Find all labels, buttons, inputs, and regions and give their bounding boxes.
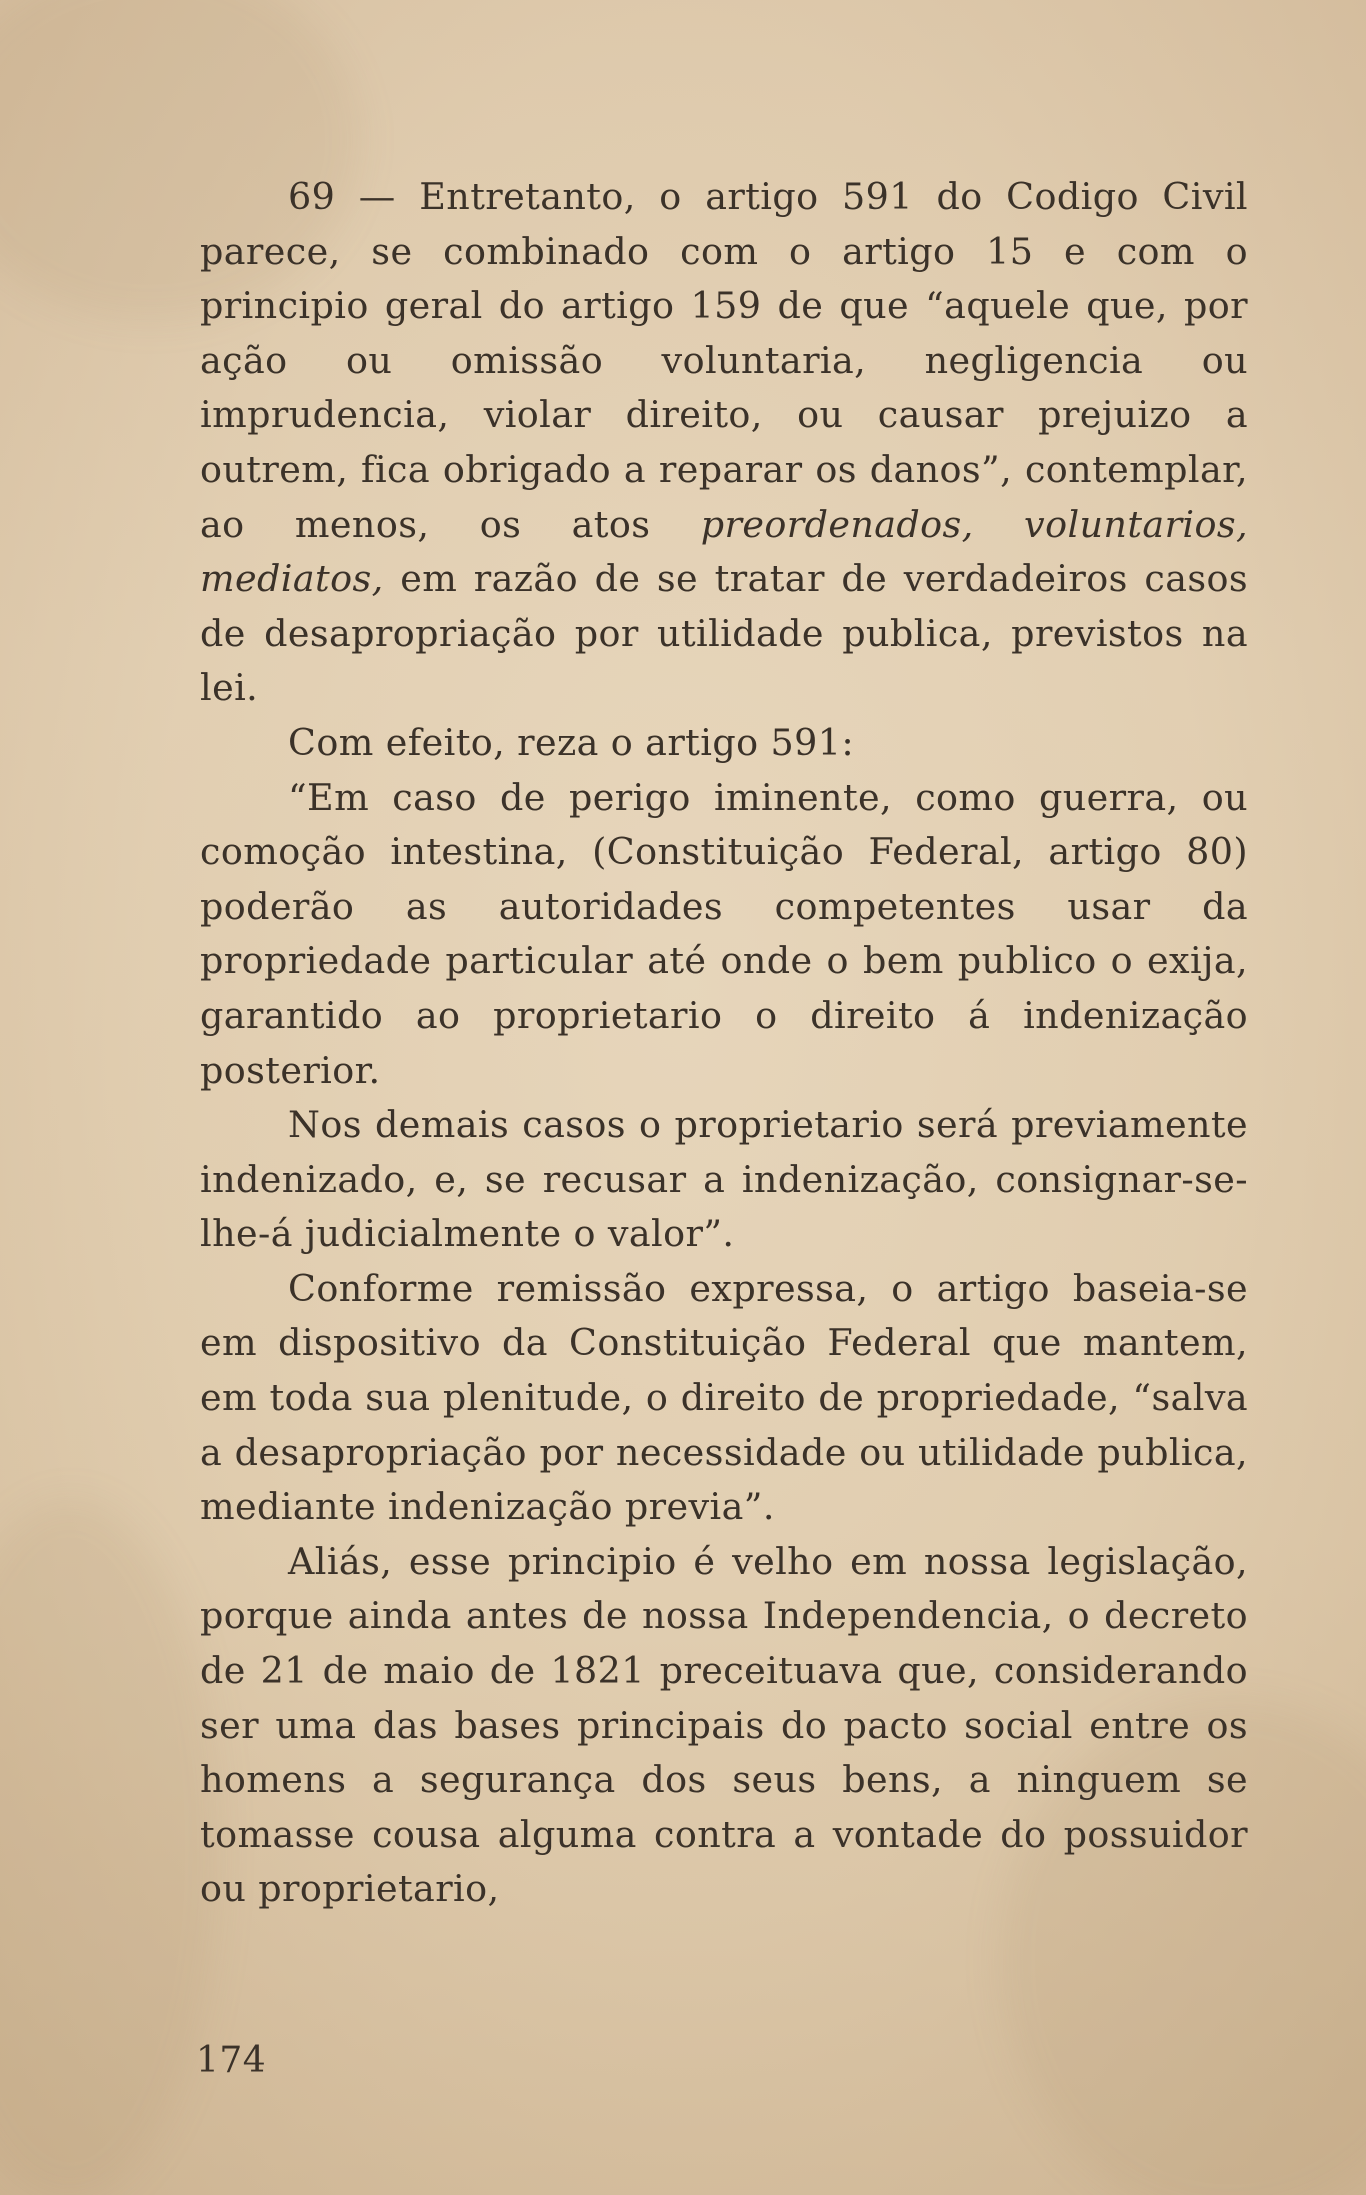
- paragraph-quote-2: Nos demais casos o proprietario será previamente indenizado, e, se recusar a indenização, consignar-se-lhe-á judicialmente o valor”.: [200, 1103, 1248, 1256]
- page-number: 174: [196, 2040, 267, 2081]
- paragraph-69: [200, 170, 1248, 716]
- paragraph-intro-quote: Com efeito, reza o artigo 591:: [288, 720, 855, 764]
- paragraph-69-end: em razão de se tratar de verdadeiros casos de desapropriação por utilidade publica, previstos na lei.: [200, 557, 1248, 710]
- paragraph-69-italic: preordenados, voluntarios, mediatos,: [200, 502, 1249, 601]
- paper-stain: [0, 1500, 220, 2195]
- paragraph-69-start: 69 — Entretanto, o artigo 591 do Codigo Civil parece, se combinado com o artigo 15 e com o principio geral do artigo 159 de que “aquele que, por ação ou omissão voluntaria, negligencia ou imprudencia, violar direito, ou causar prejuizo a outrem, fica obrigado a reparar os danos”, contemplar, ao menos, os atos: [200, 175, 1248, 546]
- body-text: [200, 170, 1248, 1917]
- paragraph-quote-1: “Em caso de perigo iminente, como guerra, ou comoção intestina, (Constituição Federal, artigo 80) poderão as autoridades competentes usar da propriedade particular até onde o bem publico o exija, garantido ao proprietario o direito á indenização posterior.: [200, 775, 1248, 1092]
- paragraph-history: Aliás, esse principio é velho em nossa legislação, porque ainda antes de nossa Independencia, o decreto de 21 de maio de 1821 preceituava que, considerando ser uma das bases principais do pacto social entre os homens a segurança dos seus bens, a ninguem se tomasse cousa alguma contra a vontade do possuidor ou proprietario,: [200, 1539, 1248, 1911]
- paragraph-constitution: Conforme remissão expressa, o artigo baseia-se em dispositivo da Constituição Federal que mantem, em toda sua plenitude, o direito de propriedade, “salva a desapropriação por necessidade ou utilidade publica, mediante indenização previa”.: [200, 1266, 1248, 1529]
